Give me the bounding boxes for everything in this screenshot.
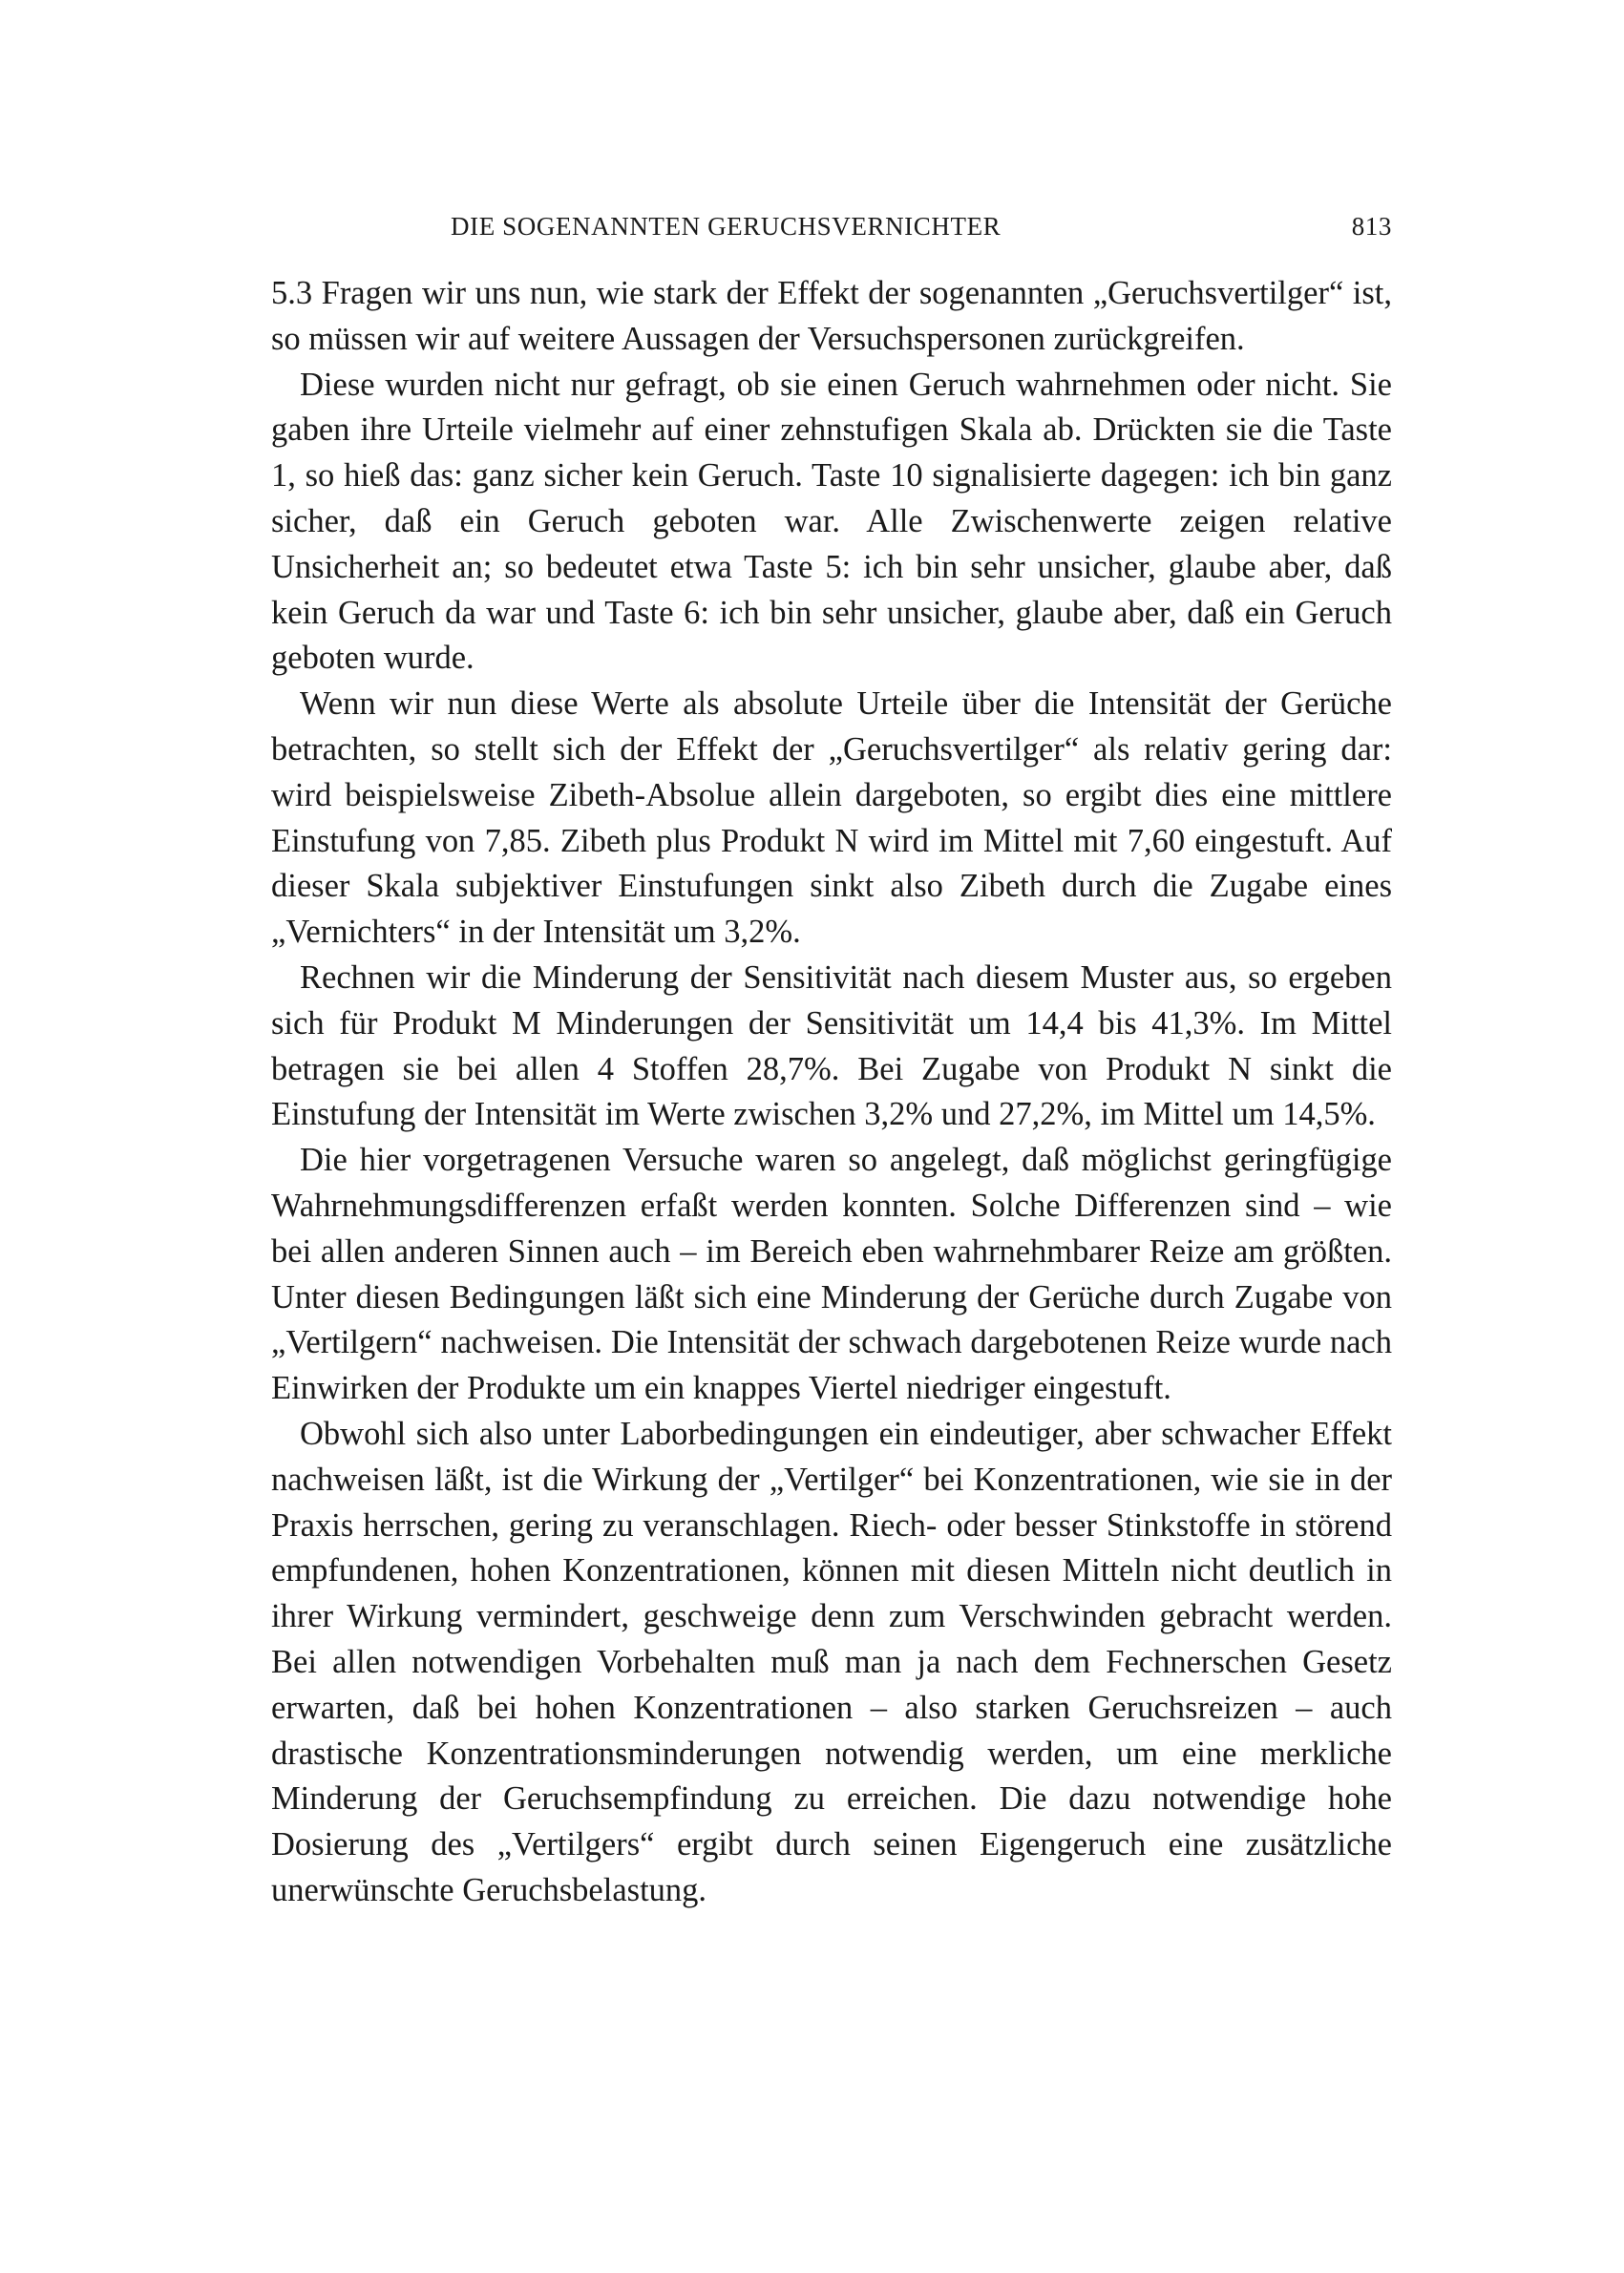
running-header [271,212,1392,250]
page-number: 813 [1351,212,1392,241]
paragraph-experiment-design: Die hier vorgetragenen Versuche waren so angelegt, daß möglichst geringfügige Wahrnehmungsdifferenzen erfaßt werden konnten. Solche Differenzen sind – wie bei allen anderen Sinnen auch – im Bereich eben wahrnehmbarer Reize am größten. Unter diesen Bedingungen läßt sich eine Minderung der Gerüche durch Zugabe von „Vertilgern“ nachweisen. Die Intensität der schwach dargebotenen Reize wurde nach Einwirken der Produkte um ein knappes Viertel niedriger eingestuft. [271,1142,1392,1407]
running-title: DIE SOGENANNTEN GERUCHSVERNICHTER [451,212,1002,241]
paragraph-rating-scale: Diese wurden nicht nur gefragt, ob sie einen Geruch wahrnehmen oder nicht. Sie gaben ihre Urteile vielmehr auf einer zehnstufigen Skala ab. Drückten sie die Taste 1, so hieß das: ganz sicher kein Geruch. Taste 10 signalisierte dagegen: ich bin ganz sicher, daß ein Geruch geboten war. Alle Zwischenwerte zeigen relative Unsicherheit an; so bedeutet etwa Taste 5: ich bin sehr unsicher, glaube aber, daß kein Geruch da war und Taste 6: ich bin sehr unsicher, glaube aber, daß ein Geruch geboten wurde. [271,366,1392,677]
paragraph-conclusion: Obwohl sich also unter Laborbedingungen ein eindeutiger, aber schwacher Effekt nachweisen läßt, ist die Wirkung der „Vertilger“ bei Konzentrationen, wie sie in der Praxis herrschen, gering zu veranschlagen. Riech- oder besser Stinkstoffe in störend empfundenen, hohen Konzentrationen, können mit diesen Mitteln nicht deutlich in ihrer Wirkung vermindert, geschweige denn zum Verschwinden gebracht werden. Bei allen notwendigen Vorbehalten muß man ja nach dem Fechnerschen Gesetz erwarten, daß bei hohen Konzentrationen – also starken Geruchsreizen – auch drastische Konzentrationsminderungen notwendig werden, um eine merkliche Minderung der Geruchsempfindung zu erreichen. Die dazu notwendige hohe Dosierung des „Vertilgers“ ergibt durch seinen Eigengeruch eine zusätzliche unerwünschte Geruchsbelastung. [271,1415,1392,1908]
paragraph-section-5-3: 5.3 Fragen wir uns nun, wie stark der Effekt der sogenannten „Geruchsvertilger“ ist, so müssen wir auf weitere Aussagen der Versuchspersonen zurückgreifen. [271,275,1392,357]
paragraph-absolute-judgements: Wenn wir nun diese Werte als absolute Urteile über die Intensität der Gerüche betrachten, so stellt sich der Effekt der „Geruchsvertilger“ als relativ gering dar: wird beispielsweise Zibeth-Absolue allein dargeboten, so ergibt dies eine mittlere Einstufung von 7,85. Zibeth plus Produkt N wird im Mittel mit 7,60 eingestuft. Auf dieser Skala subjektiver Einstufungen sinkt also Zibeth durch die Zugabe eines „Vernichters“ in der Intensität um 3,2%. [271,685,1392,951]
body-text [271,271,1392,1914]
paragraph-sensitivity-reduction: Rechnen wir die Minderung der Sensitivität nach diesem Muster aus, so ergeben sich für Produkt M Minderungen der Sensitivität um 14,4 bis 41,3%. Im Mittel betragen sie bei allen 4 Stoffen 28,7%. Bei Zugabe von Produkt N sinkt die Einstufung der Intensität im Werte zwischen 3,2% und 27,2%, im Mittel um 14,5%. [271,958,1392,1133]
